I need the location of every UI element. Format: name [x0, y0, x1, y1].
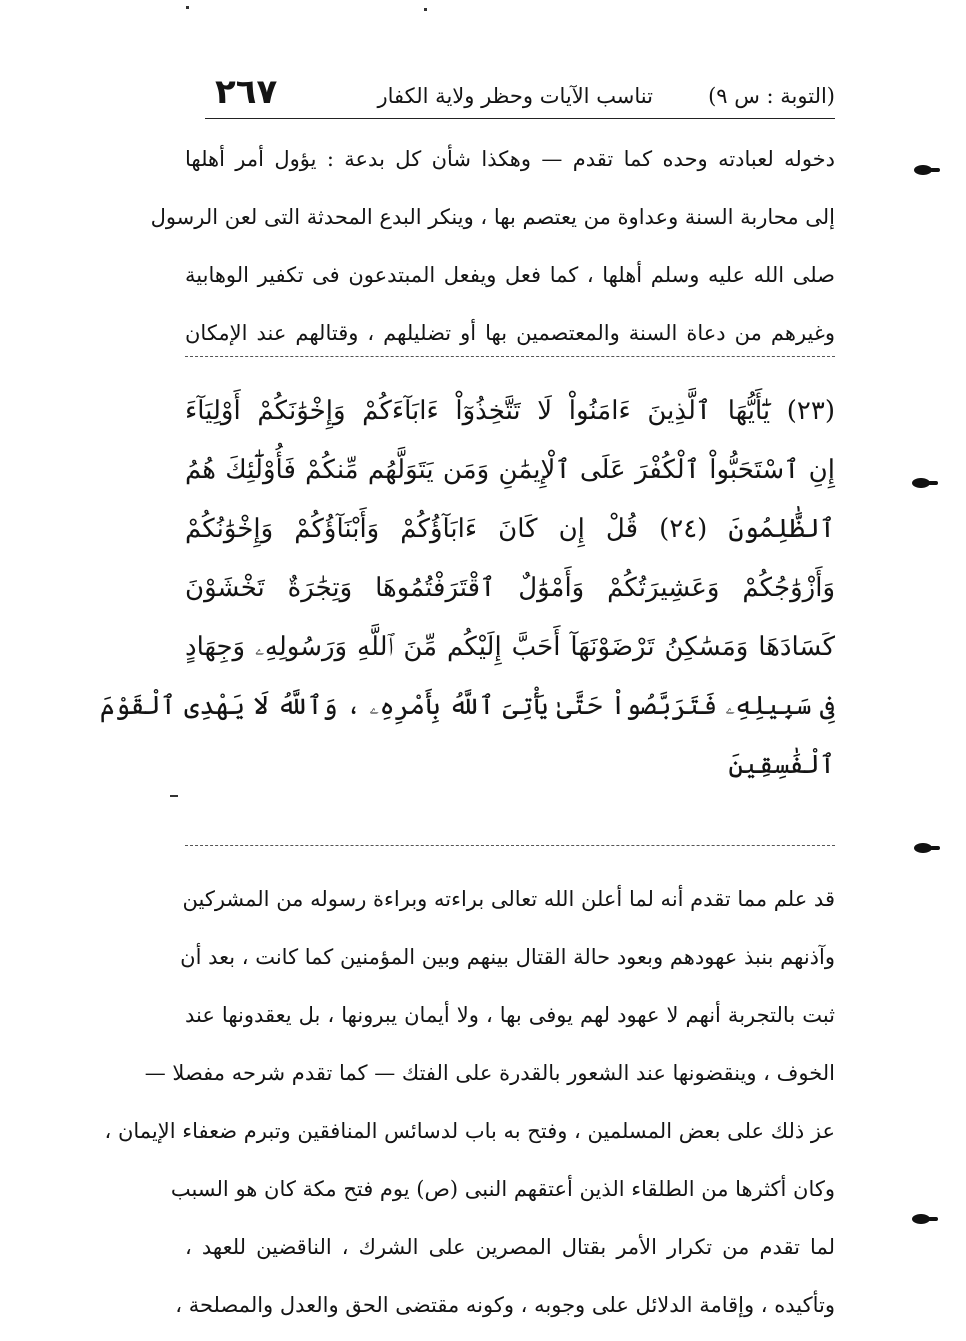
page-number: ٢٦٧	[215, 72, 278, 112]
text-line: الخوف ، وينقضونها عند الشعور بالقدرة على الفتك — كما تقدم شرحه مفصلا —	[144, 1061, 835, 1085]
scan-speck	[424, 8, 427, 11]
running-header	[205, 70, 835, 119]
chapter-reference: (التوبة : س ٩)	[708, 84, 835, 108]
text-line: عز ذلك على بعض المسلمين ، وفتح به باب لدسائس المنافقين وتبرم ضعفاء الإيمان ،	[104, 1119, 835, 1143]
commentary-paragraph	[104, 870, 835, 1334]
verse-line: كَسَادَهَا وَمَسَٰكِنُ تَرْضَوْنَهَآ أَحَبَّ إِلَيْكُم مِّنَ ٱللَّهِ وَرَسُولِهِۦ وَجِهَادٍ	[185, 632, 835, 662]
section-divider	[185, 356, 835, 357]
binding-hole-mark	[914, 843, 932, 853]
verse-line: (٢٣) يَٰٓأَيُّهَا ٱلَّذِينَ ءَامَنُواْ لَا تَتَّخِذُوٓاْ ءَابَآءَكُمْ وَإِخْوَٰنَكُمْ أَوْلِيَآءَ	[185, 396, 835, 426]
text-line: وآذنهم بنبذ عهودهم وبعود حالة القتال بينهم وبين المؤمنين كما كانت ، بعد أن	[180, 945, 835, 969]
text-line: دخوله لعبادته وحده كما تقدم — وهكذا شأن كل بدعة : يؤول أمر أهلها	[185, 147, 835, 171]
text-line: وكان أكثرها من الطلقاء الذين أعتقهم النبى (ص) يوم فتح مكة كان هو السبب	[170, 1177, 835, 1201]
text-line: وتأكيده ، وإقامة الدلائل على وجوبه ، وكونه مقتضى الحق والعدل والمصلحة ،	[175, 1293, 835, 1317]
section-divider	[185, 845, 835, 846]
binding-hole-mark	[912, 478, 930, 488]
binding-hole-mark	[912, 1214, 930, 1224]
verse-line: فِى سَبِيلِهِۦ فَتَرَبَّصُواْ حَتَّىٰ يَأْتِىَ ٱللَّهُ بِأَمْرِهِۦ ، وَٱللَّهُ لَا يَهْدِى ٱلْقَوْمَ	[99, 691, 835, 721]
text-line: صلى الله عليه وسلم أهلها ، كما فعل ويفعل المبتدعون فى تكفير الوهابية	[185, 263, 835, 287]
text-line: ثبت بالتجربة أنهم لا عهود لهم يوفى بها ، ولا أيمان يبرونها ، بل يعقدونها عند	[185, 1003, 835, 1027]
binding-hole-mark	[914, 165, 932, 175]
text-line: وغيرهم من دعاة السنة والمعتصمين بها أو تضليلهم ، وقتالهم عند الإمكان	[185, 321, 835, 345]
scan-speck	[186, 6, 189, 9]
text-line: إلى محاربة السنة وعداوة من يعتصم بها ، وينكر البدع المحدثة التى لعن الرسول	[150, 205, 835, 229]
running-title: تناسب الآيات وحظر ولاية الكفار	[377, 84, 653, 108]
verse-line: وَأَزْوَٰجُكُمْ وَعَشِيرَتُكُمْ وَأَمْوَٰلٌ ٱقْتَرَفْتُمُوهَا وَتِجَٰرَةٌ تَخْشَوْنَ	[185, 573, 835, 603]
text-line: قد علم مما تقدم أنه لما أعلن الله تعالى براءته وبراءة رسوله من المشركين	[182, 887, 835, 911]
text-line: لما تقدم من تكرار الأمر بقتال المصرين على الشرك ، الناقضين للعهد ،	[185, 1235, 835, 1259]
intro-paragraph	[150, 130, 835, 362]
verse-line: ٱلْفَٰسِقِينَ	[728, 750, 835, 780]
verse-line: إِنِ ٱسْتَحَبُّواْ ٱلْكُفْرَ عَلَى ٱلْإِيمَٰنِ وَمَن يَتَوَلَّهُم مِّنكُمْ فَأُوْلَٰٓئِكَ هُمُ	[185, 455, 835, 485]
quran-verse-block	[99, 382, 835, 795]
scan-speck	[170, 795, 178, 797]
verse-line: ٱلظَّٰلِمُونَ (٢٤) قُلْ إِن كَانَ ءَابَآؤُكُمْ وَأَبْنَآؤُكُمْ وَإِخْوَٰنُكُمْ	[185, 514, 835, 544]
